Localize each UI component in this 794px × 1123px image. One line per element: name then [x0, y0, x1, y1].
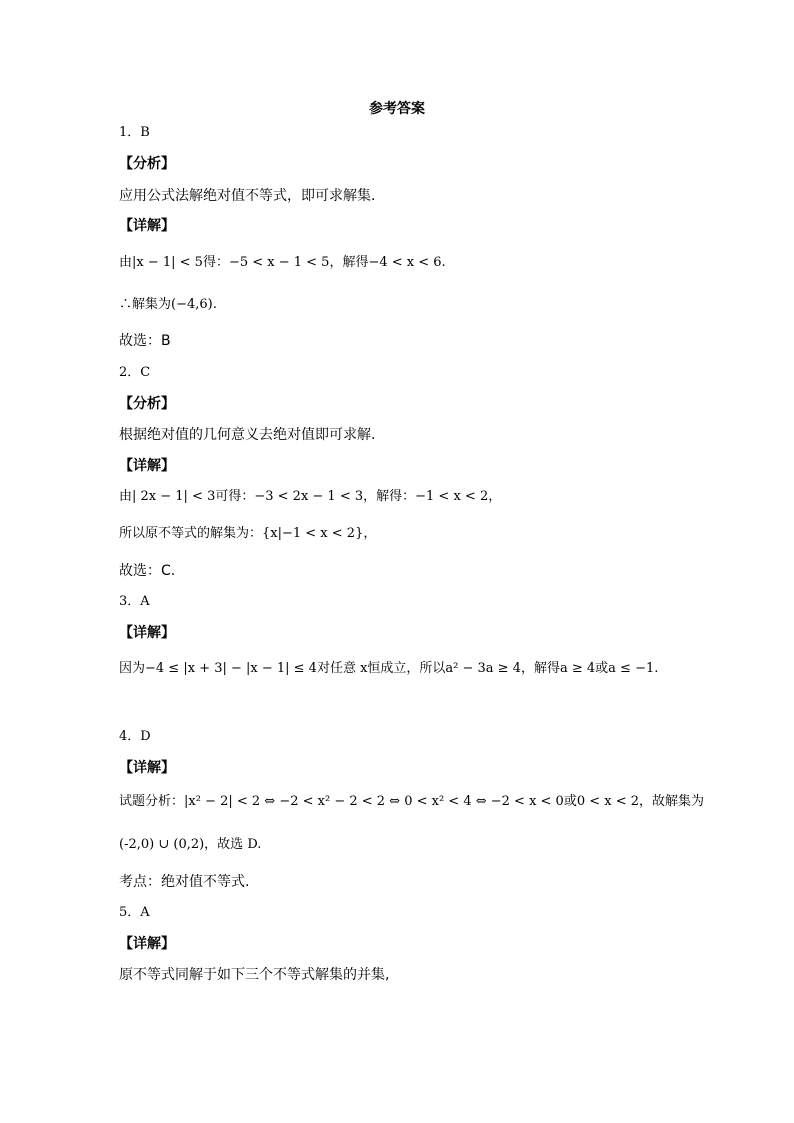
detail-math-1a: 由|x − 1| < 5得：−5 < x − 1 < 5，解得−4 < x < 6.: [119, 255, 446, 270]
analysis-text-1: 应用公式法解绝对值不等式，即可求解集.: [119, 188, 376, 204]
analysis-text-2: 根据绝对值的几何意义去绝对值即可求解.: [119, 427, 376, 443]
detail-math-1b: ∴解集为(−4,6).: [119, 297, 217, 312]
conclusion-2: 故选：C.: [119, 563, 176, 579]
detail-math-4b: (-2,0) ∪ (0,2)，故选 D.: [119, 837, 262, 852]
analysis-heading-1: 【分析】: [119, 156, 175, 172]
detail-math-2b: 所以原不等式的解集为：{x|−1 < x < 2}，: [119, 526, 377, 541]
conclusion-1: 故选：B: [119, 333, 171, 349]
detail-math-2a: 由| 2x − 1| < 3可得：−3 < 2x − 1 < 3，解得：−1 < x < 2，: [119, 489, 502, 504]
answer-1: 1．B: [119, 125, 150, 140]
answer-2: 2．C: [119, 365, 151, 380]
detail-text-5: 原不等式同解于如下三个不等式解集的并集,: [119, 967, 390, 983]
detail-heading-3: 【详解】: [119, 625, 175, 641]
detail-math-3: 因为−4 ≤ |x + 3| − |x − 1| ≤ 4对任意 x恒成立，所以a² − 3a ≥ 4，解得a ≥ 4或a ≤ −1.: [119, 661, 659, 676]
answer-3: 3．A: [119, 594, 150, 609]
answer-5: 5．A: [119, 905, 150, 920]
note-4: 考点：绝对值不等式.: [119, 874, 250, 890]
detail-math-4a: 试题分析：|x² − 2| < 2 ⇔ −2 < x² − 2 < 2 ⇔ 0 < x² < 4 ⇔ −2 < x < 0或0 < x < 2，故解集为: [119, 794, 705, 809]
detail-heading-5: 【详解】: [119, 936, 175, 952]
answer-4: 4．D: [119, 729, 151, 744]
detail-heading-1: 【详解】: [119, 218, 175, 234]
detail-heading-4: 【详解】: [119, 760, 175, 776]
detail-heading-2: 【详解】: [119, 458, 175, 474]
page-title: 参考答案: [369, 101, 425, 117]
analysis-heading-2: 【分析】: [119, 396, 175, 412]
